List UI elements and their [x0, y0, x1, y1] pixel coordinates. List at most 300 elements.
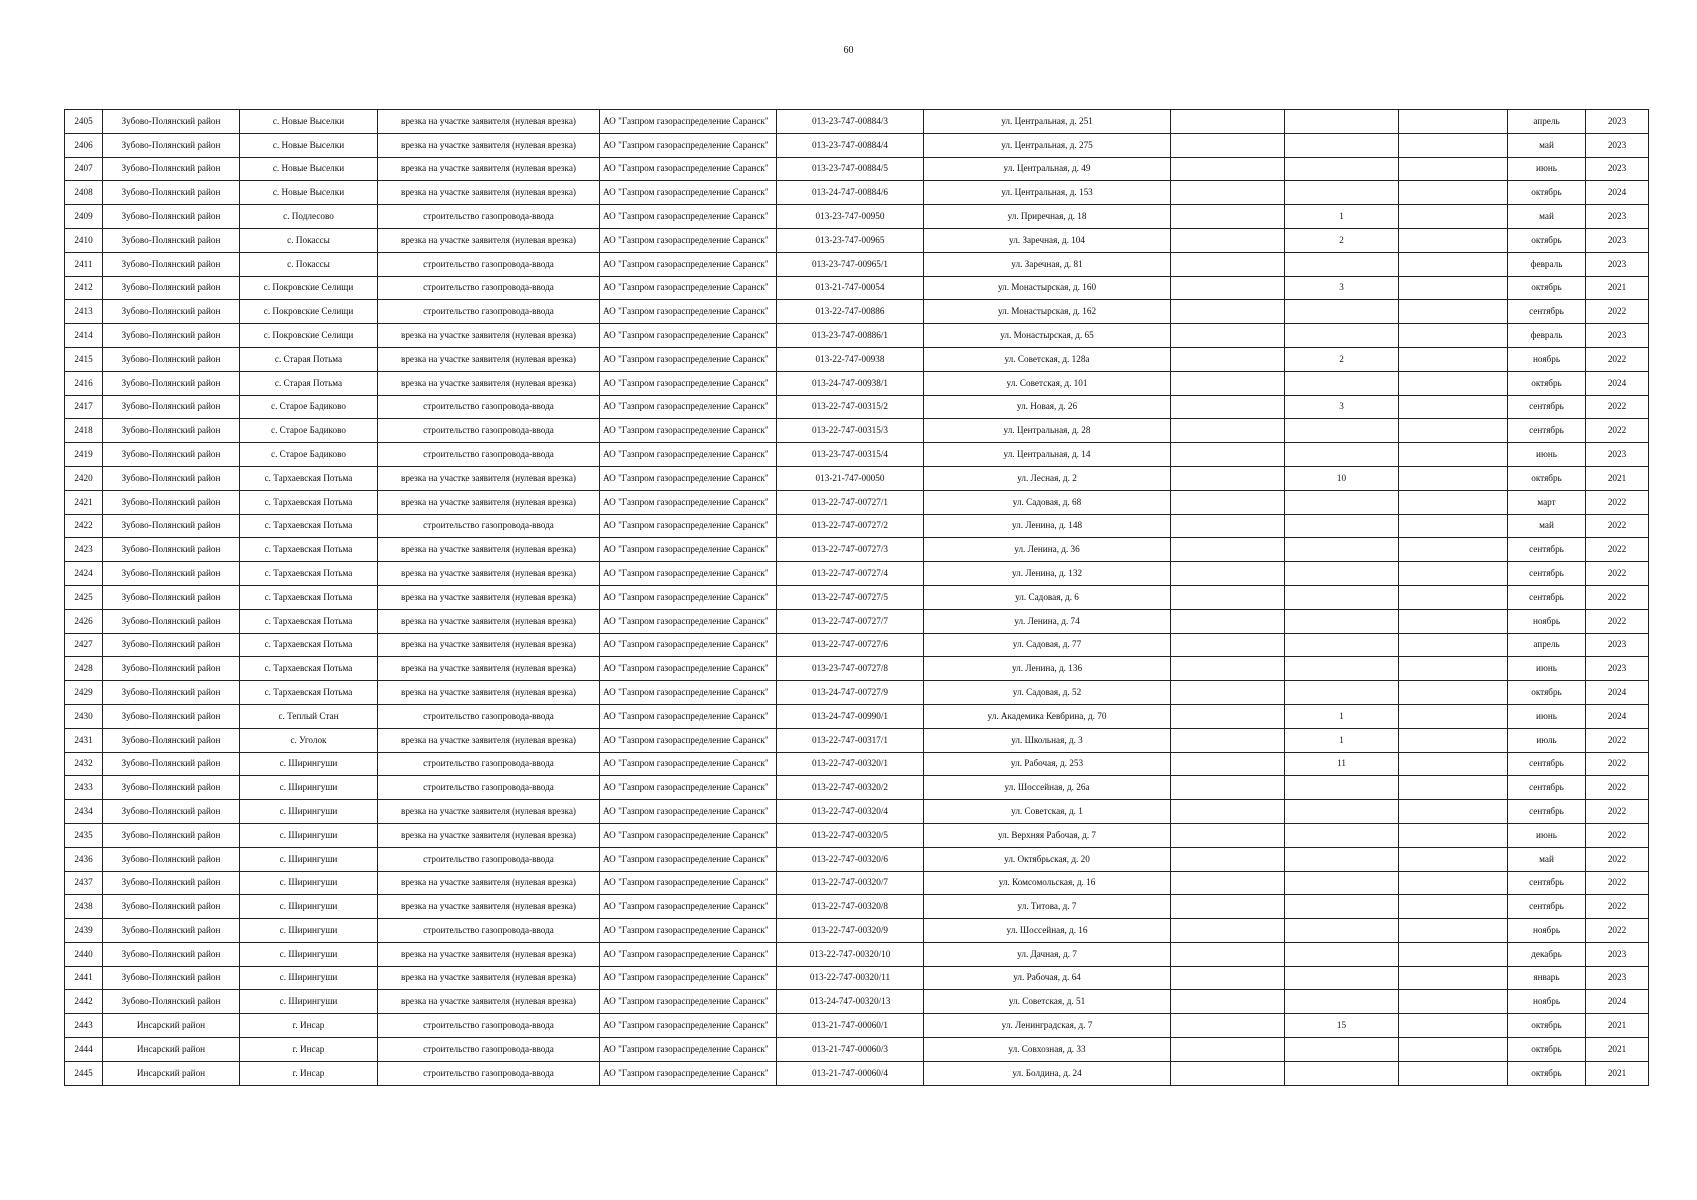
- cell-address: ул. Рабочая, д. 64: [924, 966, 1171, 990]
- cell-month: ноябрь: [1508, 990, 1586, 1014]
- cell-year: 2023: [1586, 324, 1649, 348]
- cell-count: [1285, 847, 1399, 871]
- cell-count: [1285, 895, 1399, 919]
- cell-work-type: врезка на участке заявителя (нулевая врезка): [378, 324, 600, 348]
- cell-work-type: врезка на участке заявителя (нулевая врезка): [378, 371, 600, 395]
- cell-contract-number: 013-24-747-00727/9: [777, 681, 924, 705]
- cell-work-type: строительство газопровода-ввода: [378, 395, 600, 419]
- cell-organization: АО "Газпром газораспределение Саранск": [600, 395, 777, 419]
- cell-count: [1285, 633, 1399, 657]
- cell-count: [1285, 1038, 1399, 1062]
- cell-row-number: 2408: [65, 181, 103, 205]
- cell-address: ул. Центральная, д. 153: [924, 181, 1171, 205]
- cell-blank-col-a: [1171, 300, 1285, 324]
- table-row: [65, 800, 1649, 824]
- cell-settlement: с. Ширингуши: [240, 800, 378, 824]
- cell-district: Зубово-Полянский район: [103, 800, 240, 824]
- cell-blank-col-b: [1399, 585, 1508, 609]
- cell-blank-col-b: [1399, 538, 1508, 562]
- table-row: [65, 443, 1649, 467]
- cell-month: сентябрь: [1508, 776, 1586, 800]
- cell-year: 2024: [1586, 181, 1649, 205]
- cell-month: ноябрь: [1508, 919, 1586, 943]
- cell-work-type: врезка на участке заявителя (нулевая врезка): [378, 942, 600, 966]
- cell-row-number: 2432: [65, 752, 103, 776]
- cell-work-type: врезка на участке заявителя (нулевая врезка): [378, 681, 600, 705]
- table-row: [65, 1038, 1649, 1062]
- cell-district: Зубово-Полянский район: [103, 728, 240, 752]
- cell-contract-number: 013-23-747-00965/1: [777, 252, 924, 276]
- cell-blank-col-a: [1171, 466, 1285, 490]
- cell-work-type: строительство газопровода-ввода: [378, 443, 600, 467]
- cell-settlement: с. Старая Потьма: [240, 371, 378, 395]
- cell-blank-col-a: [1171, 728, 1285, 752]
- cell-year: 2021: [1586, 1014, 1649, 1038]
- cell-work-type: врезка на участке заявителя (нулевая врезка): [378, 157, 600, 181]
- cell-count: [1285, 800, 1399, 824]
- cell-blank-col-a: [1171, 752, 1285, 776]
- cell-organization: АО "Газпром газораспределение Саранск": [600, 1014, 777, 1038]
- cell-count: [1285, 990, 1399, 1014]
- cell-organization: АО "Газпром газораспределение Саранск": [600, 324, 777, 348]
- cell-count: 3: [1285, 276, 1399, 300]
- cell-organization: АО "Газпром газораспределение Саранск": [600, 276, 777, 300]
- cell-address: ул. Советская, д. 51: [924, 990, 1171, 1014]
- cell-year: 2022: [1586, 562, 1649, 586]
- cell-organization: АО "Газпром газораспределение Саранск": [600, 181, 777, 205]
- cell-year: 2022: [1586, 419, 1649, 443]
- cell-count: [1285, 562, 1399, 586]
- cell-address: ул. Верхняя Рабочая, д. 7: [924, 823, 1171, 847]
- cell-blank-col-a: [1171, 609, 1285, 633]
- cell-count: 10: [1285, 466, 1399, 490]
- cell-row-number: 2426: [65, 609, 103, 633]
- cell-settlement: с. Ширингуши: [240, 847, 378, 871]
- cell-contract-number: 013-22-747-00886: [777, 300, 924, 324]
- cell-blank-col-a: [1171, 562, 1285, 586]
- table-row: [65, 966, 1649, 990]
- cell-district: Зубово-Полянский район: [103, 228, 240, 252]
- cell-address: ул. Ленина, д. 136: [924, 657, 1171, 681]
- cell-organization: АО "Газпром газораспределение Саранск": [600, 847, 777, 871]
- cell-work-type: строительство газопровода-ввода: [378, 919, 600, 943]
- cell-count: [1285, 157, 1399, 181]
- cell-settlement: с. Покассы: [240, 228, 378, 252]
- cell-row-number: 2442: [65, 990, 103, 1014]
- cell-district: Зубово-Полянский район: [103, 966, 240, 990]
- cell-count: 15: [1285, 1014, 1399, 1038]
- cell-settlement: с. Ширингуши: [240, 776, 378, 800]
- cell-year: 2022: [1586, 728, 1649, 752]
- table-row: [65, 252, 1649, 276]
- cell-blank-col-a: [1171, 919, 1285, 943]
- cell-year: 2022: [1586, 847, 1649, 871]
- cell-year: 2022: [1586, 871, 1649, 895]
- table-row: [65, 609, 1649, 633]
- cell-address: ул. Советская, д. 101: [924, 371, 1171, 395]
- cell-organization: АО "Газпром газораспределение Саранск": [600, 752, 777, 776]
- cell-row-number: 2422: [65, 514, 103, 538]
- table-row: [65, 562, 1649, 586]
- cell-work-type: строительство газопровода-ввода: [378, 1061, 600, 1085]
- cell-year: 2024: [1586, 681, 1649, 705]
- cell-organization: АО "Газпром газораспределение Саранск": [600, 895, 777, 919]
- cell-settlement: с. Старое Бадиково: [240, 443, 378, 467]
- cell-blank-col-b: [1399, 490, 1508, 514]
- cell-address: ул. Заречная, д. 104: [924, 228, 1171, 252]
- cell-work-type: врезка на участке заявителя (нулевая врезка): [378, 538, 600, 562]
- cell-district: Зубово-Полянский район: [103, 157, 240, 181]
- cell-settlement: с. Ширингуши: [240, 823, 378, 847]
- cell-work-type: строительство газопровода-ввода: [378, 276, 600, 300]
- cell-count: [1285, 609, 1399, 633]
- cell-blank-col-a: [1171, 538, 1285, 562]
- cell-month: июнь: [1508, 704, 1586, 728]
- cell-blank-col-a: [1171, 371, 1285, 395]
- cell-organization: АО "Газпром газораспределение Саранск": [600, 300, 777, 324]
- cell-work-type: врезка на участке заявителя (нулевая врезка): [378, 181, 600, 205]
- cell-year: 2022: [1586, 895, 1649, 919]
- cell-blank-col-a: [1171, 990, 1285, 1014]
- table-row: [65, 276, 1649, 300]
- cell-blank-col-a: [1171, 1014, 1285, 1038]
- cell-month: сентябрь: [1508, 871, 1586, 895]
- cell-settlement: с. Покровские Селищи: [240, 324, 378, 348]
- cell-district: Зубово-Полянский район: [103, 538, 240, 562]
- cell-settlement: с. Тархаевская Потьма: [240, 681, 378, 705]
- cell-blank-col-b: [1399, 990, 1508, 1014]
- cell-row-number: 2438: [65, 895, 103, 919]
- cell-blank-col-a: [1171, 1038, 1285, 1062]
- cell-year: 2022: [1586, 752, 1649, 776]
- cell-organization: АО "Газпром газораспределение Саранск": [600, 157, 777, 181]
- cell-row-number: 2430: [65, 704, 103, 728]
- cell-count: 11: [1285, 752, 1399, 776]
- cell-count: 2: [1285, 347, 1399, 371]
- cell-organization: АО "Газпром газораспределение Саранск": [600, 514, 777, 538]
- cell-settlement: с. Ширингуши: [240, 871, 378, 895]
- cell-month: сентябрь: [1508, 419, 1586, 443]
- cell-blank-col-b: [1399, 728, 1508, 752]
- cell-blank-col-a: [1171, 419, 1285, 443]
- cell-organization: АО "Газпром газораспределение Саранск": [600, 800, 777, 824]
- cell-blank-col-b: [1399, 514, 1508, 538]
- cell-contract-number: 013-22-747-00727/5: [777, 585, 924, 609]
- cell-year: 2023: [1586, 228, 1649, 252]
- cell-address: ул. Октябрьская, д. 20: [924, 847, 1171, 871]
- cell-count: [1285, 776, 1399, 800]
- cell-blank-col-b: [1399, 228, 1508, 252]
- cell-year: 2023: [1586, 443, 1649, 467]
- cell-count: 1: [1285, 205, 1399, 229]
- cell-blank-col-a: [1171, 800, 1285, 824]
- cell-contract-number: 013-22-747-00320/11: [777, 966, 924, 990]
- cell-contract-number: 013-22-747-00727/2: [777, 514, 924, 538]
- cell-work-type: врезка на участке заявителя (нулевая врезка): [378, 585, 600, 609]
- cell-count: [1285, 966, 1399, 990]
- cell-district: Зубово-Полянский район: [103, 657, 240, 681]
- cell-organization: АО "Газпром газораспределение Саранск": [600, 871, 777, 895]
- cell-row-number: 2439: [65, 919, 103, 943]
- cell-blank-col-b: [1399, 252, 1508, 276]
- cell-year: 2022: [1586, 490, 1649, 514]
- cell-contract-number: 013-21-747-00060/4: [777, 1061, 924, 1085]
- cell-organization: АО "Газпром газораспределение Саранск": [600, 823, 777, 847]
- cell-year: 2023: [1586, 633, 1649, 657]
- cell-blank-col-b: [1399, 871, 1508, 895]
- cell-settlement: с. Ширингуши: [240, 966, 378, 990]
- cell-address: ул. Шоссейная, д. 26а: [924, 776, 1171, 800]
- cell-contract-number: 013-21-747-00060/1: [777, 1014, 924, 1038]
- table-row: [65, 919, 1649, 943]
- cell-organization: АО "Газпром газораспределение Саранск": [600, 133, 777, 157]
- table-row: [65, 752, 1649, 776]
- cell-work-type: строительство газопровода-ввода: [378, 419, 600, 443]
- cell-work-type: строительство газопровода-ввода: [378, 704, 600, 728]
- cell-row-number: 2407: [65, 157, 103, 181]
- table-row: [65, 110, 1649, 134]
- cell-count: [1285, 657, 1399, 681]
- cell-work-type: врезка на участке заявителя (нулевая врезка): [378, 657, 600, 681]
- cell-settlement: с. Тархаевская Потьма: [240, 514, 378, 538]
- cell-contract-number: 013-23-747-00727/8: [777, 657, 924, 681]
- cell-district: Зубово-Полянский район: [103, 419, 240, 443]
- cell-organization: АО "Газпром газораспределение Саранск": [600, 728, 777, 752]
- cell-address: ул. Ленина, д. 148: [924, 514, 1171, 538]
- cell-year: 2022: [1586, 347, 1649, 371]
- cell-district: Зубово-Полянский район: [103, 181, 240, 205]
- cell-month: май: [1508, 205, 1586, 229]
- cell-blank-col-b: [1399, 443, 1508, 467]
- cell-blank-col-b: [1399, 919, 1508, 943]
- cell-year: 2024: [1586, 704, 1649, 728]
- cell-settlement: г. Инсар: [240, 1038, 378, 1062]
- table-row: [65, 704, 1649, 728]
- cell-row-number: 2412: [65, 276, 103, 300]
- cell-count: [1285, 681, 1399, 705]
- cell-contract-number: 013-22-747-00727/3: [777, 538, 924, 562]
- cell-contract-number: 013-22-747-00320/6: [777, 847, 924, 871]
- table-row: [65, 371, 1649, 395]
- table-row: [65, 324, 1649, 348]
- cell-row-number: 2410: [65, 228, 103, 252]
- cell-month: сентябрь: [1508, 752, 1586, 776]
- cell-settlement: с. Старая Потьма: [240, 347, 378, 371]
- cell-blank-col-a: [1171, 490, 1285, 514]
- cell-blank-col-b: [1399, 704, 1508, 728]
- cell-work-type: врезка на участке заявителя (нулевая врезка): [378, 966, 600, 990]
- cell-year: 2023: [1586, 942, 1649, 966]
- cell-blank-col-b: [1399, 942, 1508, 966]
- cell-row-number: 2440: [65, 942, 103, 966]
- table-row: [65, 395, 1649, 419]
- cell-settlement: с. Новые Выселки: [240, 133, 378, 157]
- cell-district: Инсарский район: [103, 1038, 240, 1062]
- cell-row-number: 2414: [65, 324, 103, 348]
- cell-blank-col-a: [1171, 276, 1285, 300]
- cell-blank-col-a: [1171, 395, 1285, 419]
- cell-row-number: 2437: [65, 871, 103, 895]
- cell-count: [1285, 871, 1399, 895]
- cell-settlement: г. Инсар: [240, 1014, 378, 1038]
- table-row: [65, 181, 1649, 205]
- cell-contract-number: 013-22-747-00320/7: [777, 871, 924, 895]
- cell-count: [1285, 181, 1399, 205]
- cell-work-type: врезка на участке заявителя (нулевая врезка): [378, 633, 600, 657]
- cell-contract-number: 013-23-747-00884/4: [777, 133, 924, 157]
- cell-organization: АО "Газпром газораспределение Саранск": [600, 942, 777, 966]
- cell-organization: АО "Газпром газораспределение Саранск": [600, 252, 777, 276]
- table-row: [65, 871, 1649, 895]
- cell-month: сентябрь: [1508, 895, 1586, 919]
- cell-address: ул. Рабочая, д. 253: [924, 752, 1171, 776]
- cell-blank-col-a: [1171, 205, 1285, 229]
- cell-organization: АО "Газпром газораспределение Саранск": [600, 990, 777, 1014]
- cell-year: 2022: [1586, 919, 1649, 943]
- cell-month: апрель: [1508, 633, 1586, 657]
- cell-row-number: 2445: [65, 1061, 103, 1085]
- cell-district: Зубово-Полянский район: [103, 823, 240, 847]
- cell-district: Зубово-Полянский район: [103, 324, 240, 348]
- cell-row-number: 2424: [65, 562, 103, 586]
- cell-organization: АО "Газпром газораспределение Саранск": [600, 110, 777, 134]
- cell-contract-number: 013-22-747-00320/5: [777, 823, 924, 847]
- cell-count: [1285, 514, 1399, 538]
- table-row: [65, 228, 1649, 252]
- cell-year: 2021: [1586, 466, 1649, 490]
- cell-month: июнь: [1508, 823, 1586, 847]
- cell-year: 2022: [1586, 609, 1649, 633]
- cell-row-number: 2429: [65, 681, 103, 705]
- cell-row-number: 2420: [65, 466, 103, 490]
- cell-blank-col-a: [1171, 633, 1285, 657]
- cell-work-type: строительство газопровода-ввода: [378, 1038, 600, 1062]
- cell-organization: АО "Газпром газораспределение Саранск": [600, 419, 777, 443]
- cell-month: ноябрь: [1508, 609, 1586, 633]
- gas-connection-table: [64, 109, 1649, 1086]
- table-row: [65, 514, 1649, 538]
- cell-blank-col-a: [1171, 966, 1285, 990]
- cell-count: [1285, 324, 1399, 348]
- cell-settlement: с. Ширингуши: [240, 752, 378, 776]
- cell-organization: АО "Газпром газораспределение Саранск": [600, 562, 777, 586]
- cell-blank-col-a: [1171, 324, 1285, 348]
- cell-settlement: с. Новые Выселки: [240, 157, 378, 181]
- cell-work-type: врезка на участке заявителя (нулевая врезка): [378, 347, 600, 371]
- cell-blank-col-a: [1171, 585, 1285, 609]
- cell-district: Зубово-Полянский район: [103, 276, 240, 300]
- cell-contract-number: 013-24-747-00990/1: [777, 704, 924, 728]
- cell-organization: АО "Газпром газораспределение Саранск": [600, 966, 777, 990]
- cell-year: 2023: [1586, 157, 1649, 181]
- cell-year: 2022: [1586, 585, 1649, 609]
- cell-month: сентябрь: [1508, 800, 1586, 824]
- cell-year: 2022: [1586, 776, 1649, 800]
- cell-district: Инсарский район: [103, 1061, 240, 1085]
- cell-organization: АО "Газпром газораспределение Саранск": [600, 1038, 777, 1062]
- cell-address: ул. Школьная, д. 3: [924, 728, 1171, 752]
- cell-district: Зубово-Полянский район: [103, 562, 240, 586]
- cell-work-type: врезка на участке заявителя (нулевая врезка): [378, 871, 600, 895]
- cell-row-number: 2431: [65, 728, 103, 752]
- cell-row-number: 2406: [65, 133, 103, 157]
- cell-district: Зубово-Полянский район: [103, 633, 240, 657]
- cell-settlement: с. Тархаевская Потьма: [240, 562, 378, 586]
- cell-row-number: 2405: [65, 110, 103, 134]
- table-row: [65, 466, 1649, 490]
- cell-organization: АО "Газпром газораспределение Саранск": [600, 347, 777, 371]
- cell-blank-col-a: [1171, 704, 1285, 728]
- cell-count: [1285, 942, 1399, 966]
- cell-settlement: с. Тархаевская Потьма: [240, 466, 378, 490]
- cell-district: Зубово-Полянский район: [103, 205, 240, 229]
- table-row: [65, 205, 1649, 229]
- cell-contract-number: 013-22-747-00315/2: [777, 395, 924, 419]
- cell-organization: АО "Газпром газораспределение Саранск": [600, 609, 777, 633]
- cell-blank-col-b: [1399, 110, 1508, 134]
- cell-contract-number: 013-23-747-00950: [777, 205, 924, 229]
- cell-address: ул. Ленина, д. 132: [924, 562, 1171, 586]
- table-row: [65, 419, 1649, 443]
- cell-settlement: с. Уголок: [240, 728, 378, 752]
- cell-address: ул. Садовая, д. 52: [924, 681, 1171, 705]
- cell-count: [1285, 110, 1399, 134]
- cell-contract-number: 013-22-747-00727/4: [777, 562, 924, 586]
- cell-contract-number: 013-22-747-00320/9: [777, 919, 924, 943]
- cell-month: октябрь: [1508, 1038, 1586, 1062]
- cell-month: октябрь: [1508, 466, 1586, 490]
- cell-count: [1285, 419, 1399, 443]
- cell-district: Зубово-Полянский район: [103, 681, 240, 705]
- cell-year: 2022: [1586, 538, 1649, 562]
- cell-month: октябрь: [1508, 1014, 1586, 1038]
- cell-row-number: 2417: [65, 395, 103, 419]
- cell-blank-col-b: [1399, 205, 1508, 229]
- cell-settlement: с. Покровские Селищи: [240, 276, 378, 300]
- cell-organization: АО "Газпром газораспределение Саранск": [600, 919, 777, 943]
- cell-blank-col-b: [1399, 181, 1508, 205]
- cell-row-number: 2416: [65, 371, 103, 395]
- cell-year: 2022: [1586, 395, 1649, 419]
- cell-blank-col-b: [1399, 681, 1508, 705]
- cell-count: 1: [1285, 704, 1399, 728]
- cell-organization: АО "Газпром газораспределение Саранск": [600, 657, 777, 681]
- table-row: [65, 633, 1649, 657]
- cell-address: ул. Советская, д. 128а: [924, 347, 1171, 371]
- cell-district: Зубово-Полянский район: [103, 514, 240, 538]
- cell-contract-number: 013-23-747-00965: [777, 228, 924, 252]
- cell-work-type: строительство газопровода-ввода: [378, 205, 600, 229]
- cell-blank-col-b: [1399, 347, 1508, 371]
- cell-settlement: с. Ширингуши: [240, 942, 378, 966]
- cell-organization: АО "Газпром газораспределение Саранск": [600, 228, 777, 252]
- table-row: [65, 776, 1649, 800]
- cell-work-type: врезка на участке заявителя (нулевая врезка): [378, 609, 600, 633]
- cell-month: январь: [1508, 966, 1586, 990]
- cell-month: октябрь: [1508, 228, 1586, 252]
- cell-contract-number: 013-22-747-00320/1: [777, 752, 924, 776]
- cell-month: октябрь: [1508, 371, 1586, 395]
- cell-month: октябрь: [1508, 681, 1586, 705]
- table-row: [65, 1061, 1649, 1085]
- cell-settlement: с. Тархаевская Потьма: [240, 538, 378, 562]
- table-row: [65, 990, 1649, 1014]
- cell-blank-col-b: [1399, 609, 1508, 633]
- cell-district: Зубово-Полянский район: [103, 371, 240, 395]
- cell-row-number: 2428: [65, 657, 103, 681]
- cell-year: 2021: [1586, 1038, 1649, 1062]
- cell-year: 2023: [1586, 252, 1649, 276]
